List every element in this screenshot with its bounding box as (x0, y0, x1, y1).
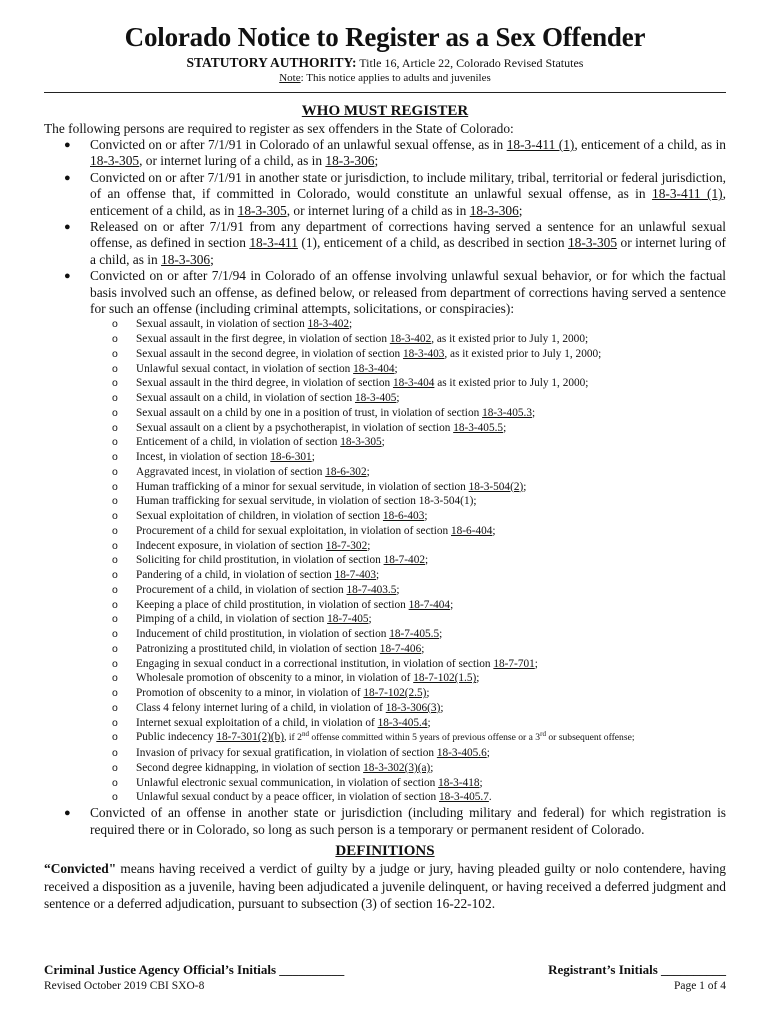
statute-citation: 18-3-405.3 (482, 406, 532, 419)
offense-item: o Human trafficking of a minor for sexual servitude, in violation of section 18-3-504(2); (112, 480, 527, 493)
statute-citation: 18-3-405.7 (439, 791, 489, 804)
statute-citation: 18-3-405.6 (436, 747, 487, 760)
offense-item: o Sexual assault in the second degree, in violation of section 18-3-403, as it existed prior to July 1, 2000; (112, 347, 602, 360)
statute-citation: 18-3-404 (392, 377, 435, 390)
note-text: : This notice applies to adults and juveniles (300, 72, 491, 84)
statute-citation: 18-3-402 (307, 318, 350, 331)
statute-citation: 18-7-301(2)(b) (216, 731, 285, 744)
offense-item: o Procurement of a child for sexual exploitation, in violation of section 18-6-404; (112, 524, 496, 537)
official-initials-field[interactable]: Criminal Justice Agency Official’s Initials __________ (44, 962, 345, 977)
offense-item: o Aggravated incest, in violation of section 18-6-302; (112, 465, 370, 478)
note-label: Note (279, 72, 301, 84)
offense-item: o Promotion of obscenity to a minor, in violation of 18-7-102(2.5); (112, 687, 430, 700)
statute-citation: 18-3-306(3) (385, 701, 441, 714)
statute-citation: 18-3-411 (1) (506, 137, 575, 152)
statute-citation: 18-3-305 (90, 153, 140, 169)
statute-citation: 18-3-305 (340, 436, 382, 449)
public-indecency-condition: , if 2nd offense committed within 5 years of previous offense or a 3rd or subsequent offense; (284, 730, 635, 744)
offense-item: o Sexual assault on a client by a psychotherapist, in violation of section 18-3-405.5; (112, 421, 507, 434)
offense-item: o Enticement of a child, in violation of section 18-3-305; (112, 436, 385, 449)
offense-item: o Sexual assault in the first degree, in violation of section 18-3-402, as it existed prior to July 1, 2000; (112, 333, 589, 346)
statute-citation: 18-3-418 (438, 776, 480, 789)
who-intro: The following persons are required to register as sex offenders in the State of Colorado: (44, 121, 514, 136)
statute-citation: 18-3-411 (1) (652, 186, 723, 202)
statute-citation: 18-3-404 (353, 362, 395, 375)
statute-citation: 18-3-306 (161, 251, 211, 267)
statute-citation: 18-3-306 (469, 202, 519, 218)
offense-item: o Sexual assault on a child, in violation of section 18-3-405; (112, 392, 400, 405)
statute-citation: 18-3-403 (402, 347, 445, 360)
statute-citation: 18-7-404 (408, 598, 451, 611)
statute-citation: 18-7-403.5 (346, 583, 397, 596)
offense-item: o Class 4 felony internet luring of a child, in violation of 18-3-306(3); (112, 701, 444, 714)
statute-citation: 18-6-403 (382, 510, 425, 523)
offense-item: o Sexual assault, in violation of section 18-3-402; (112, 318, 353, 331)
offense-item: o Public indecency 18-7-301(2)(b), if 2nd offense committed within 5 years of previous offense or a 3rd or subsequent offense; (112, 730, 635, 744)
offense-item: o Engaging in sexual conduct in a correctional institution, in violation of section 18-7-701; (112, 657, 538, 670)
criterion-item: ● Convicted on or after 7/1/91 in another state or jurisdiction, to include military, tribal, territorial or federal jurisdiction, of an offense that, if committed in Colorado, would constitute an unlawful sexual offense, as in 18-3-411 (1), enticement of a child, as in 18-3-305, or internet luring of a child as in 18-3-306; (64, 169, 726, 218)
statute-citation: 18-3-302(3)(a) (363, 761, 431, 774)
authority-text: Title 16, Article 22, Colorado Revised Statutes (356, 56, 584, 70)
statute-citation: 18-3-504(2) (468, 480, 524, 493)
authority-label: STATUTORY AUTHORITY: (186, 55, 357, 70)
statutory-authority (44, 55, 726, 71)
statute-citation: 18-7-402 (383, 554, 425, 567)
statute-citation: 18-7-405.5 (389, 628, 440, 641)
statute-citation: 18-7-102(1.5) (413, 672, 477, 685)
statute-citation: 18-6-301 (270, 451, 312, 464)
applicability-note (44, 71, 726, 85)
statute-citation: 18-7-701 (493, 657, 535, 670)
offense-item: o Invasion of privacy for sexual gratification, in violation of section 18-3-405.6; (112, 747, 490, 760)
revision-info: Revised October 2019 CBI SXO-8 (44, 980, 205, 992)
offense-item: o Pimping of a child, in violation of section 18-7-405; (112, 613, 372, 626)
offense-item: o Internet sexual exploitation of a child, in violation of 18-3-405.4; (112, 716, 431, 729)
offense-item: o Wholesale promotion of obscenity to a minor, in violation of 18-7-102(1.5); (112, 672, 480, 685)
offense-list (90, 317, 726, 805)
offense-item: o Incest, in violation of section 18-6-301; (112, 451, 315, 464)
criterion-item: ● Convicted on or after 7/1/94 in Colorado of an offense involving unlawful sexual behavior, or for which the factual basis involved such an offense, as defined below, or released from department of corrections having served a sentence for such an offense (including criminal attempts, solicitations, or conspiracies): o Sexual assault, in violation of section 18-3-402; o Sexual assault in the first degree, in violation of section 18-3-402, as it existed prior to July 1, 2000; o Sexual assault in the second degree, in violation of section 18-3-403, as it existed prior to July 1, 2000; o Unlawful sexual contact, in violation of section 18-3-404; o Sexual assault in the third degree, in violation of section 18-3-404 as it existed prior to July 1, 2000; o Sexual assault on a child, in violation of section 18-3-405; o Sexual assault on a child by one in a position of trust, in violation of section 18-3-405.3; o Sexual assault on a client by a psychotherapist, in violation of section 18-3-405.5; o Enticement of a child, in violation of section 18-3-305; o Incest, in violation of section 18-6-301; o Aggravated incest, in violation of section 18-6-302; o Human trafficking of a minor for sexual servitude, in violation of section 18-3-504(2); o Human trafficking for sexual servitude, in violation of section 18-3-504(1); o Sexual exploitation of children, in violation of section 18-6-403; o Procurement of a child for sexual exploitation, in violation of section 18-6-404; o Indecent exposure, in violation of section 18-7-302; o Soliciting for child prostitution, in violation of section 18-7-402; o Pandering of a child, in violation of section 18-7-403; o Procurement of a child, in violation of section 18-7-403.5; o Keeping a place of child prostitution, in violation of section 18-7-404; o Pimping of a child, in violation of section 18-7-405; o Inducement of child prostitution, in violation of section 18-7-405.5; o Patronizing a prostituted child, in violation of section 18-7-406; o Engaging in sexual conduct in a correctional institution, in violation of section 18-7-701; o Wholesale promotion of obscenity to a minor, in violation of 18-7-102(1.5); o Promotion of obscenity to a minor, in violation of 18-7-102(2.5); o Class 4 felony internet luring of a child, in violation of 18-3-306(3); o Internet sexual exploitation of a child, in violation of 18-3-405.4; o Public indecency 18-7-301(2)(b), if 2nd offense committed within 5 years of previous offense or a 3rd or subsequent offense; o Invasion of privacy for sexual gratification, in violation of section 18-3-405.6; o Second degree kidnapping, in violation of section 18-3-302(3)(a); o Unlawful electronic sexual communication, in violation of section 18-3-418; o Unlawful sexual conduct by a peace officer, in violation of section 18-3-405.7. (64, 268, 726, 804)
offense-item: o Sexual assault in the third degree, in violation of section 18-3-404 as it existed prior to July 1, 2000; (112, 377, 589, 390)
offense-item: o Procurement of a child, in violation of section 18-7-403.5; (112, 583, 400, 596)
offense-item: o Sexual assault on a child by one in a position of trust, in violation of section 18-3-405.3; (112, 406, 536, 419)
header-divider (44, 92, 726, 93)
statute-citation: 18-3-306 (325, 153, 375, 169)
defined-term: “Convicted" (44, 861, 117, 877)
offense-item: o Soliciting for child prostitution, in violation of section 18-7-402; (112, 554, 429, 567)
statute-citation: 18-3-405.4 (377, 716, 428, 729)
statute-citation: 18-7-405 (327, 613, 369, 626)
statute-citation: 18-7-302 (325, 539, 368, 552)
statute-citation: 18-7-403 (334, 569, 377, 582)
statute-citation: 18-3-405.5 (453, 421, 504, 434)
registration-criteria-list (44, 137, 726, 838)
page-footer (44, 962, 726, 994)
who-must-register-heading: WHO MUST REGISTER (301, 103, 469, 119)
statute-citation: 18-7-102(2.5) (363, 687, 427, 700)
offense-item: o Sexual exploitation of children, in violation of section 18-6-403; (112, 510, 428, 523)
offense-item: o Indecent exposure, in violation of section 18-7-302; (112, 539, 371, 552)
page-title: Colorado Notice to Register as a Sex Offender (124, 22, 646, 52)
criterion-item: ● Convicted on or after 7/1/91 in Colorado of an unlawful sexual offense, as in 18-3-411 (1), enticement of a child, as in 18-3-305, or internet luring of a child, as in 18-3-306; (64, 137, 727, 169)
offense-item: o Unlawful sexual conduct by a peace officer, in violation of section 18-3-405.7. (112, 791, 492, 804)
statute-citation: 18-6-404 (450, 524, 493, 537)
statute-citation: 18-3-411 (249, 235, 298, 251)
offense-item: o Patronizing a prostituted child, in violation of section 18-7-406; (112, 642, 425, 655)
page-number: Page 1 of 4 (673, 980, 726, 992)
offense-item: o Second degree kidnapping, in violation of section 18-3-302(3)(a); (112, 761, 434, 774)
statute-citation: 18-3-405 (355, 392, 397, 405)
statute-citation: 18-7-406 (379, 642, 422, 655)
offense-item: o Human trafficking for sexual servitude, in violation of section 18-3-504(1); (112, 495, 477, 508)
registrant-initials-field[interactable]: Registrant’s Initials __________ (548, 962, 726, 977)
statute-citation: 18-3-305 (567, 235, 618, 251)
definitions-heading: DEFINITIONS (335, 843, 435, 860)
criterion-item: ● Convicted of an offense in another state or jurisdiction (including military and federal) for which registration is required there or in Colorado, so long as such person is a temporary or permanent resident of Colorado. (64, 805, 726, 837)
criterion-item: ● Released on or after 7/1/91 from any department of corrections having served a sentence for an unlawful sexual offense, as defined in section 18-3-411 (1), enticement of a child, as described in section 18-3-305 or internet luring of a child, as in 18-3-306; (64, 219, 726, 267)
statute-citation: 18-6-302 (325, 465, 367, 478)
offense-item: o Keeping a place of child prostitution, in violation of section 18-7-404; (112, 598, 454, 611)
statute-citation: 18-3-402 (389, 333, 432, 346)
offense-item: o Unlawful electronic sexual communication, in violation of section 18-3-418; (112, 776, 483, 789)
offense-item: o Pandering of a child, in violation of section 18-7-403; (112, 569, 380, 582)
definition-convicted: “Convicted" means having received a verdict of guilty by a judge or jury, having pleaded guilty or nolo contendere, having received a disposition as a juvenile, having been adjudicated a juvenile delinquent, or having received a deferred judgment and sentence or a deferred adjudication, pursuant to subsection (3) of section 16-22-102. (44, 861, 726, 912)
offense-item: o Unlawful sexual contact, in violation of section 18-3-404; (112, 362, 398, 375)
offense-item: o Inducement of child prostitution, in violation of section 18-7-405.5; (112, 628, 443, 641)
statute-citation: 18-3-305 (237, 202, 287, 218)
